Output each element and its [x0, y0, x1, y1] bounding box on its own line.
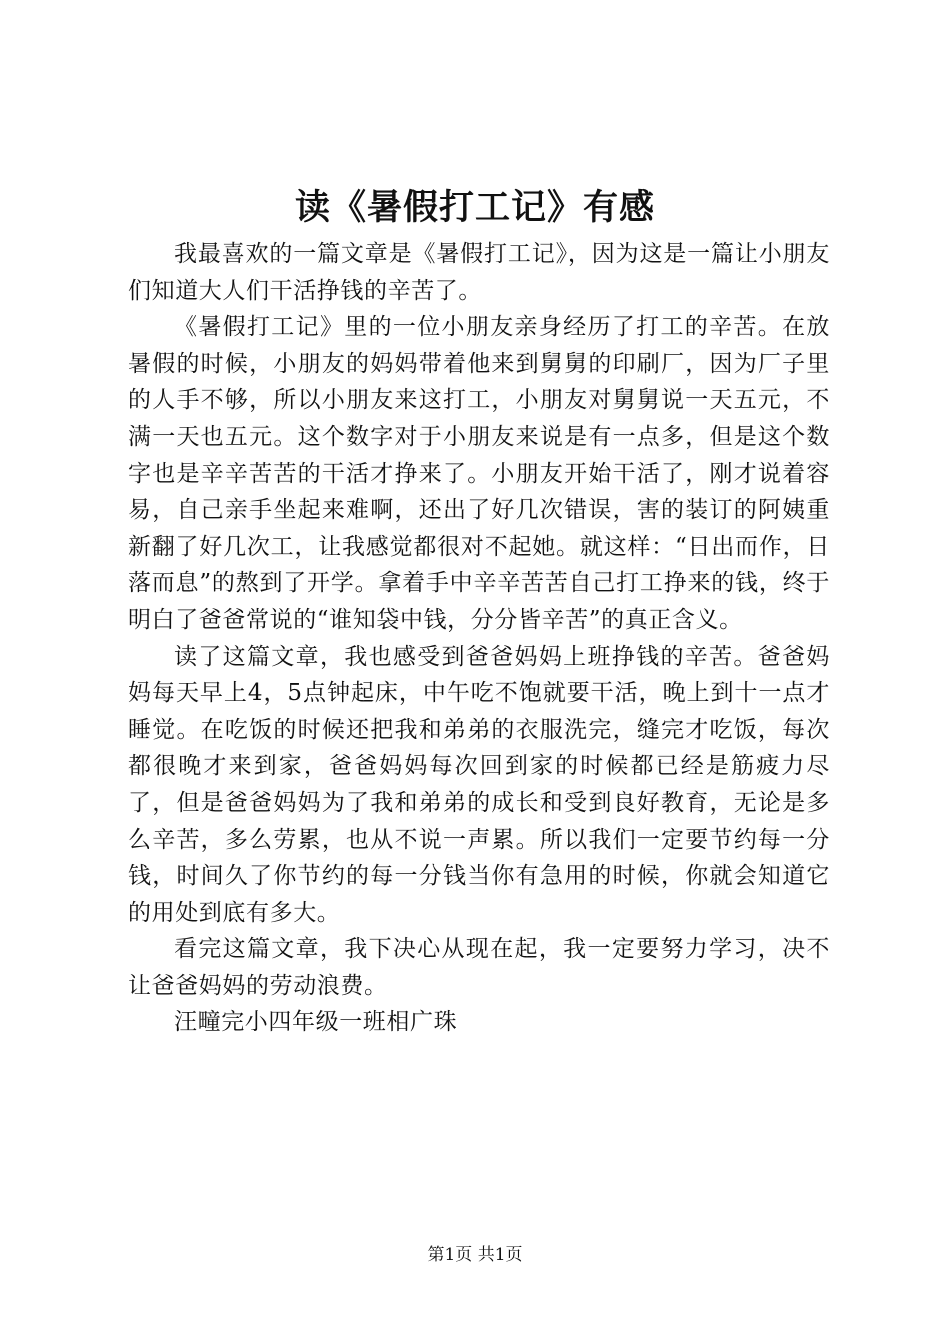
- document-title: 读《暑假打工记》有感: [294, 187, 655, 228]
- paragraph-parents: 读了这篇文章，我也感受到爸爸妈妈上班挣钱的辛苦。爸爸妈妈每天早上4，5点钟起床，中午吃不饱就要干活，晚上到十一点才睡觉。在吃饭的时候还把我和弟弟的衣服洗完，缝完才吃饭，每次都很晚才来到家，爸爸妈妈每次回到家的时候都已经是筋疲力尽了，但是爸爸妈妈为了我和弟弟的成长和受到良好教育，无论是多么辛苦，多么劳累，也从不说一声累。所以我们一定要节约每一分钱，时间久了你节约的每一分钱当你有急用的时候，你就会知道它的用处到底有多大。: [128, 643, 830, 926]
- document-body: [128, 236, 830, 1041]
- page-number-footer: 第1页 共1页: [427, 1245, 523, 1265]
- paragraph-conclusion: 看完这篇文章，我下决心从现在起，我一定要努力学习，决不让爸爸妈妈的劳动浪费。: [128, 936, 830, 999]
- paragraph-story: 《暑假打工记》里的一位小朋友亲身经历了打工的辛苦。在放暑假的时候，小朋友的妈妈带着他来到舅舅的印刷厂，因为厂子里的人手不够，所以小朋友来这打工，小朋友对舅舅说一天五元，不满一天也五元。这个数字对于小朋友来说是有一点多，但是这个数字也是辛辛苦苦的干活才挣来了。小朋友开始干活了，刚才说着容易，自己亲手坐起来难啊，还出了好几次错误，害的装订的阿姨重新翻了好几次工，让我感觉都很对不起她。就这样：“日出而作，日落而息”的熬到了开学。拿着手中辛辛苦苦自己打工挣来的钱，终于明白了爸爸常说的“谁知袋中钱，分分皆辛苦”的真正含义。: [128, 314, 830, 633]
- author-signature: 汪疃完小四年级一班相广珠: [174, 1009, 458, 1036]
- paragraph-intro: 我最喜欢的一篇文章是《暑假打工记》，因为这是一篇让小朋友们知道大人们干活挣钱的辛苦了。: [128, 241, 830, 304]
